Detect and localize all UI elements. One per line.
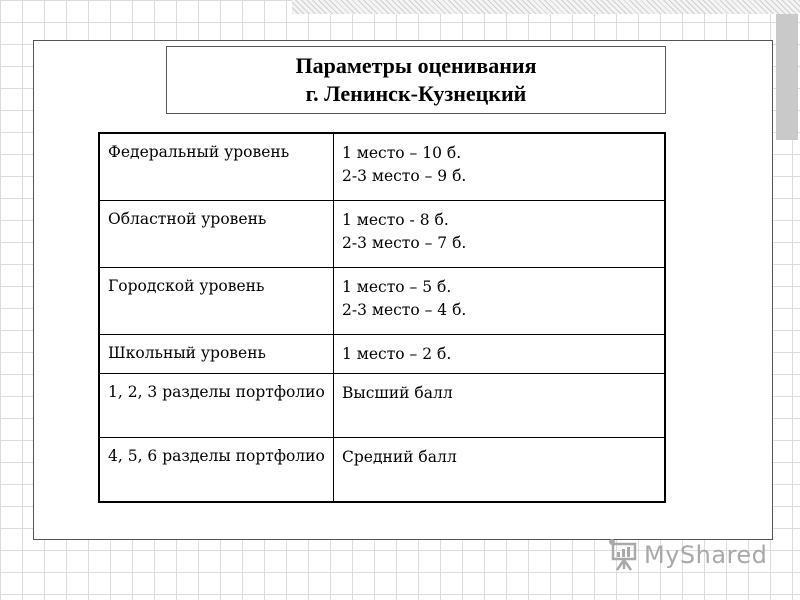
level-cell: 4, 5, 6 разделы портфолио [99,438,334,503]
score-cell [334,438,666,503]
score-line: 1 место - 8 б. [342,211,449,229]
score-line: 2-3 место – 4 б. [342,301,467,319]
title-box [166,46,666,114]
table-row [99,268,665,335]
score-cell [334,201,666,268]
score-line: 2-3 место – 7 б. [342,234,467,252]
page-subtitle-city: г. Ленинск-Кузнецкий [305,81,527,106]
score-cell [334,335,666,374]
score-cell [334,268,666,335]
score-line: 2-3 место – 9 б. [342,167,467,185]
score-line: Средний балл [342,448,457,466]
params-table [98,132,666,503]
presentation-board-icon [608,538,638,572]
level-cell: Городской уровень [99,268,334,335]
score-line: 1 место – 10 б. [342,144,462,162]
score-line: Высший балл [342,384,453,402]
table-row [99,133,665,201]
table-row [99,335,665,374]
table-row [99,374,665,438]
page-title: Параметры оценивания [295,53,537,78]
table-row [99,201,665,268]
score-cell [334,133,666,201]
level-cell: Школьный уровень [99,335,334,374]
watermark [608,537,778,573]
level-cell: 1, 2, 3 разделы портфолио [99,374,334,438]
score-line: 1 место – 5 б. [342,278,452,296]
score-cell [334,374,666,438]
watermark-text: MyShared [644,541,768,569]
side-gray-bar [776,14,798,140]
table-row [99,438,665,503]
score-line: 1 место – 2 б. [342,345,452,363]
level-cell: Областной уровень [99,201,334,268]
header-hatch-strip [292,0,800,14]
level-cell: Федеральный уровень [99,133,334,201]
